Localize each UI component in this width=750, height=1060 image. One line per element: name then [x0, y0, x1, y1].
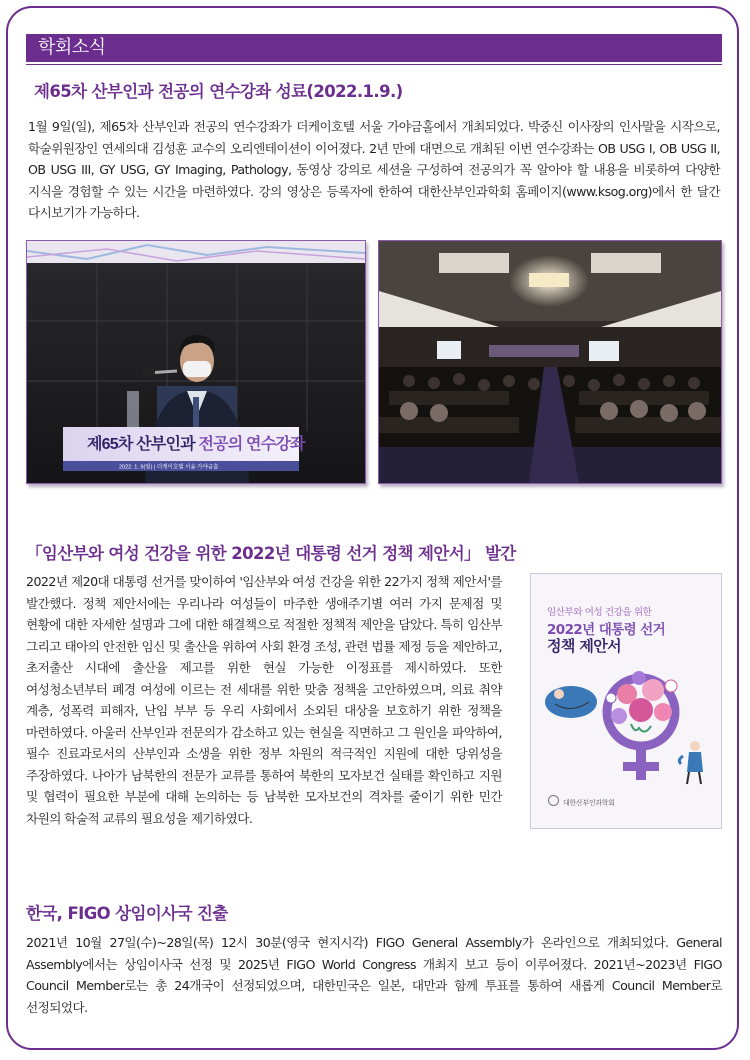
article3-title: 한국, FIGO 상임이사국 진출	[26, 904, 228, 923]
svg-text:제65차 산부인과 전공의 연수강좌	[87, 434, 306, 453]
section-header	[26, 34, 722, 62]
cover-publisher: 대한산부인과학회	[563, 799, 615, 807]
article2-body: 2022년 제20대 대통령 선거를 맞이하여 '임산부와 여성 건강을 위한 22가지 정책 제안서'를 발간했다. 정책 제안서에는 우리나라 여성들이 마주한 생애주기별 여러 가지 문제점 및 현황에 대한 자세한 설명과 그에 대한 해결책으로 적절한 정책적 제안을 담았다. 특히 임산부 그리고 태아의 안전한 임신 및 출산을 위하여 사회 환경 조성, 관련 법률 제정 등을 제안하고, 초저출산 시대에 출산율 제고를 위한 현실 가능한 이정표를 제시하였다. 또한 여성청소년부터 폐경 여성에 이르는 전 세대를 위한 맞춤 정책을 고안하였으며, 의료 취약 계층, 성폭력 피해자, 난임 부부 등 우리 사회에서 소외된 대상을 보호하기 위한 정책을 마련하였다. 아울러 산부인과 전문의가 감소하고 있는 현실을 직면하고 그 원인을 파악하여, 필수 진료과로서의 산부인과 소생을 위한 정부 차원의 적극적인 지원에 대한 당위성을 주장하였다. 나아가 남북한의 전문가 교류를 통하여 북한의 모자보건 실태를 확인하고 지원 및 협력이 필요한 부분에 대해 논의하는 등 남북한 모자보건의 격차를 줄이기 위한 민간 차원의 학술적 교류의 필요성을 제기하였다.	[26, 574, 502, 826]
lecture-speaker-photo	[26, 240, 366, 484]
cover-line2: 2022년 대통령 선거	[547, 622, 666, 638]
article1-body: 1월 9일(일), 제65차 산부인과 전공의 연수강좌가 더케이호텔 서울 가야금홀에서 개최되었다. 박중신 이사장의 인사말을 시작으로, 학술위원장인 연세의대 김성훈 교수의 오리엔테이션이 이어졌다. 2년 만에 대면으로 개최된 이번 연수강좌는 OB USG I, OB USG II, OB USG III, GY USG, GY Imaging, Pathology, 동영상 강의로 세션을 구성하여 전공의가 꼭 알아야 할 내용을 비롯하여 다양한 지식을 경험할 수 있는 시간을 마련하였다. 강의 영상은 등록자에 한하여 대한산부인과학회 홈페이지(www.ksog.org)에서 한 달간 다시보기가 가능하다.	[28, 119, 720, 220]
banner-subtitle: 2022. 1. 9(일) | 더케이호텔 서울 가야금홀	[119, 464, 219, 471]
article2-title: 「임산부와 여성 건강을 위한 2022년 대통령 선거 정책 제안서」 발간	[26, 544, 516, 563]
cover-line1: 임산부와 여성 건강을 위한	[547, 607, 652, 618]
cover-line3: 정책 제안서	[547, 637, 622, 655]
article1-title: 제65차 산부인과 전공의 연수강좌 성료(2022.1.9.)	[34, 82, 403, 101]
banner-title-b: 전공의 연수강좌	[198, 436, 305, 453]
lecture-hall-photo	[378, 240, 722, 484]
article3-body: 2021년 10월 27일(수)~28일(목) 12시 30분(영국 현지시각) FIGO General Assembly가 온라인으로 개최되었다. General Assembly에서는 상임이사국 선정 및 2025년 FIGO World Congress 개최지 보고 등이 이루어졌다. 2021년~2023년 FIGO Council Member로는 총 24개국이 선정되었으며, 대한민국은 일본, 대만과 함께 투표를 통하여 새롭게 Council Member로 선정되었다.	[26, 935, 722, 1015]
policy-proposal-cover	[530, 573, 722, 829]
banner-title-a: 제65차 산부인과	[87, 436, 199, 453]
female-symbol-flower-illustration	[531, 664, 721, 794]
society-seal-icon	[548, 795, 559, 806]
section-title: 학회소식	[38, 37, 106, 58]
